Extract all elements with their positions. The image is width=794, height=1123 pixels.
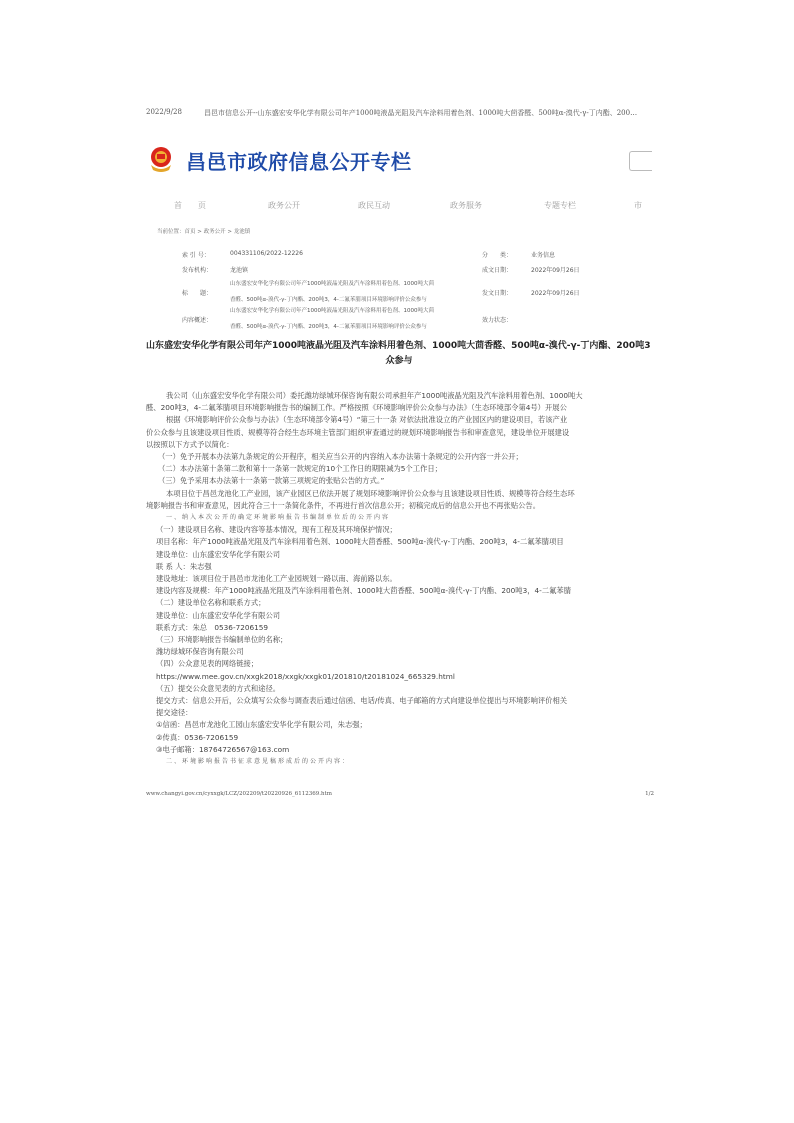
section-heading: 二、环境影响报告书征求意见稿形成后的公开内容： (166, 758, 351, 766)
email-address[interactable]: ③电子邮箱：18764726567@163.com (156, 744, 290, 754)
list-item: （一）免予开展本办法第九条规定的公开程序，相关应当公开的内容纳入本办法第十条规定的公开内容一并公开； (158, 452, 523, 462)
builder: 建设单位：山东盛宏安华化学有限公司 (156, 610, 281, 620)
title-value-line2: 香醛、500吨α-溴代-γ-丁内酯、200吨3，4-二氟苯腈项目环境影响评价公众参与 (230, 297, 427, 303)
title-label: 标 题： (182, 290, 213, 297)
paragraph: 本项目位于昌邑龙池化工产业园，该产业园区已依法开展了规划环境影响评价公众参与且该建设项目性质、规模等符合经生态环 (166, 488, 575, 498)
subsection-heading: （一）建设项目名称、建设内容等基本情况，现有工程及其环境保护情况； (156, 525, 397, 535)
contact-person: 联 系 人：朱志强 (156, 561, 212, 571)
paragraph: 我公司（山东盛宏安华化学有限公司）委托潍坊绿城环保咨询有限公司承担年产1000吨液晶光阻及汽车涂料用着色剂、1000吨大 (166, 391, 583, 400)
publisher-label: 发布机构： (182, 267, 213, 274)
created-date-label: 成文日期： (482, 267, 513, 274)
paragraph: 根据《环境影响评价公众参与办法》（生态环境部令第4号）“第三十一条 对依法批准设立的产业园区内的建设项目，若该产业 (166, 415, 568, 425)
paragraph: 醛、200吨3，4-二氟苯腈项目环境影响报告书的编制工作。严格按照《环境影响评价公众参与办法》（生态环境部令第4号）开展公 (146, 403, 567, 413)
list-item: （三）免予采用本办法第十一条第一款第三项规定的张贴公告的方式。” (158, 476, 385, 486)
national-emblem-icon (148, 145, 174, 173)
summary-label: 内容概述： (182, 317, 213, 324)
preparer: 潍坊绿城环保咨询有限公司 (156, 647, 244, 657)
site-title[interactable]: 昌邑市政府信息公开专栏 (186, 150, 412, 174)
main-nav (146, 200, 652, 214)
index-label: 索 引 号： (182, 252, 210, 259)
nav-item-home[interactable]: 首 页 (174, 201, 206, 210)
document-title-cont: 众参与 (385, 356, 413, 366)
fax-number: ②传真：0536-7206159 (156, 732, 239, 742)
subsection-heading: （四）公众意见表的网络链接； (156, 659, 259, 669)
page-number: 1/2 (645, 791, 654, 797)
category-value: 业务信息 (531, 252, 556, 259)
published-date-label: 发文日期： (482, 290, 513, 297)
nav-item-city[interactable]: 市 (634, 201, 642, 210)
scale: 建设内容及规模：年产1000吨液晶光阻及汽车涂料用着色剂、1000吨大茴香醛、500吨α-溴代-γ-丁内酯、200吨3，4-二氟苯腈 (156, 586, 571, 596)
search-input[interactable] (629, 151, 652, 171)
contact-info: 联系方式：朱总 0536-7206159 (156, 622, 269, 632)
mail-address: ①信函：昌邑市龙池化工园山东盛宏安华化学有限公司，朱志强； (156, 720, 367, 730)
subsection-heading: （三）环境影响报告书编制单位的名称； (156, 635, 288, 645)
nav-item-gov-affairs[interactable]: 政务公开 (268, 201, 300, 210)
publisher-value: 龙池镇 (230, 267, 249, 274)
subsection-heading: （二）建设单位名称和联系方式； (156, 598, 266, 608)
title-value-line1: 山东盛宏安华化学有限公司年产1000吨液晶光阻及汽车涂料用着色剂、1000吨大茴 (230, 281, 434, 287)
document-body (146, 390, 652, 768)
section-heading: 一、纳入本次公开的确定环境影响报告书编制单位后的公开内容 (166, 514, 391, 522)
project-name: 项目名称：年产1000吨液晶光阻及汽车涂料用着色剂、1000吨大茴香醛、500吨α-溴代-γ-丁内酯、200吨3，4-二氟苯腈项目 (156, 537, 564, 547)
nav-item-interaction[interactable]: 政民互动 (358, 201, 390, 210)
paragraph: 境影响报告书和审查意见，因此符合三十一条简化条件，不再进行首次信息公开；初稿完成后的信息公开也不再张贴公告。 (146, 500, 541, 510)
site-banner (146, 143, 652, 177)
summary-value-line1: 山东盛宏安华化学有限公司年产1000吨液晶光阻及汽车涂料用着色剂、1000吨大茴 (230, 308, 434, 314)
list-item: （二）本办法第十条第二款和第十一条第一款规定的10个工作日的期限减为5个工作日； (158, 464, 442, 474)
created-date-value: 2022年09月26日 (531, 267, 580, 274)
feedback-form-link[interactable]: https://www.mee.gov.cn/xxgk2018/xxgk/xxgk01/201810/t20181024_665329.html (156, 671, 455, 681)
summary-value-line2: 香醛、500吨α-溴代-γ-丁内酯、200吨3，4-二氟苯腈项目环境影响评价公众参与 (230, 324, 427, 330)
subsection-heading: （五）提交公众意见表的方式和途径。 (156, 683, 281, 693)
paragraph: 价公众参与且该建设项目性质、规模等符合经生态环境主管部门组织审查通过的规划环境影响报告书和审查意见，建设单位开展建设 (146, 427, 570, 437)
address: 建设地址：该项目位于昌邑市龙池化工产业园规划一路以南、海前路以东。 (156, 574, 397, 584)
nav-item-topics[interactable]: 专题专栏 (544, 201, 576, 210)
index-value: 004331106/2022-12226 (230, 250, 303, 257)
paragraph: 以按照以下方式予以简化： (146, 439, 234, 449)
nav-item-services[interactable]: 政务服务 (450, 201, 482, 210)
document-title: 山东盛宏安华化学有限公司年产1000吨液晶光阻及汽车涂料用着色剂、1000吨大茴香醛、500吨α-溴代-γ-丁内酯、200吨3 (146, 341, 651, 351)
published-date-value: 2022年09月26日 (531, 290, 580, 297)
submit-method: 提交方式：信息公开后，公众填写公众参与调查表后通过信函、电话/传真、电子邮箱的方式向建设单位提出与环境影响评价相关 (156, 696, 568, 706)
category-label: 分 类： (482, 252, 513, 259)
print-page-title: 昌邑市信息公开--山东盛宏安华化学有限公司年产1000吨液晶光阻及汽车涂料用着色剂、1000吨大茴香醛、500吨α-溴代-γ-丁内酯、200… (204, 109, 638, 117)
page-url: www.changyi.gov.cn/cyxxgk/LCZ/202209/t20220926_6112369.htm (146, 791, 332, 797)
submit-route: 提交途径： (156, 708, 193, 718)
print-date: 2022/9/28 (146, 108, 182, 116)
builder: 建设单位：山东盛宏安华化学有限公司 (156, 549, 281, 559)
status-label: 效力状态： (482, 317, 513, 324)
breadcrumb: 当前位置：首页 > 政务公开 > 龙池镇 (157, 229, 251, 235)
